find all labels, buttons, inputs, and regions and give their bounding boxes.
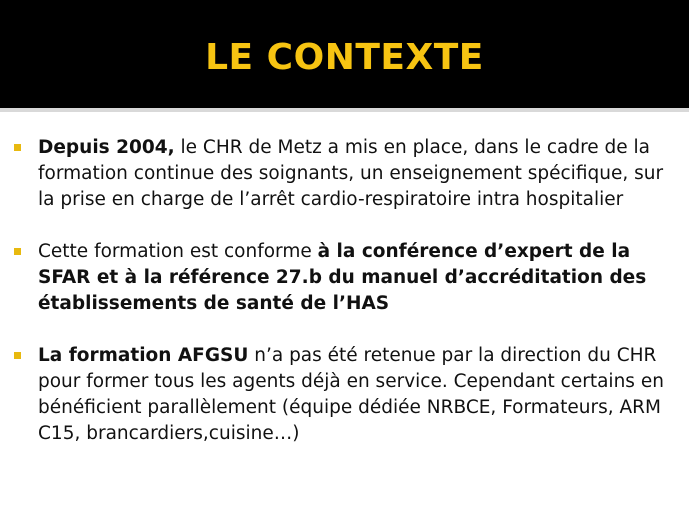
title-bar	[0, 0, 689, 108]
bullet-1-bold-text: Depuis 2004,	[38, 137, 175, 158]
bullet-2-text: Cette formation est conforme	[38, 241, 318, 262]
bullet-3-text: n’a pas été retenue par la direction du CHR pour former tous les agents déjà en service. Cependant certains en bénéficient parallèlement (équipe dédiée NRBCE, Formateurs, ARM C15, brancardiers,cuisine…)	[38, 345, 664, 444]
bullet-1-text: le CHR de Metz a mis en place, dans le cadre de la formation continue des soignants, un enseignement spécifique, sur la prise en charge de l’arrêt cardio-respiratoire intra hospitalier	[38, 137, 664, 210]
bullet-3-bold-text: La formation AFGSU	[38, 345, 249, 366]
square-bullet-icon	[14, 144, 21, 151]
title-divider	[0, 108, 689, 112]
square-bullet-icon	[14, 248, 21, 255]
bullet-item-3	[14, 343, 682, 447]
square-bullet-icon	[14, 352, 21, 359]
slide-title: LE CONTEXTE	[205, 37, 484, 78]
bullet-2-bold-text: à la conférence d’expert de la SFAR et à la référence 27.b du manuel d’accréditation des établissements de santé de l’HAS	[38, 241, 647, 314]
bullet-item-2	[14, 239, 682, 317]
bullet-list	[14, 135, 682, 447]
bullet-item-1	[14, 135, 682, 213]
